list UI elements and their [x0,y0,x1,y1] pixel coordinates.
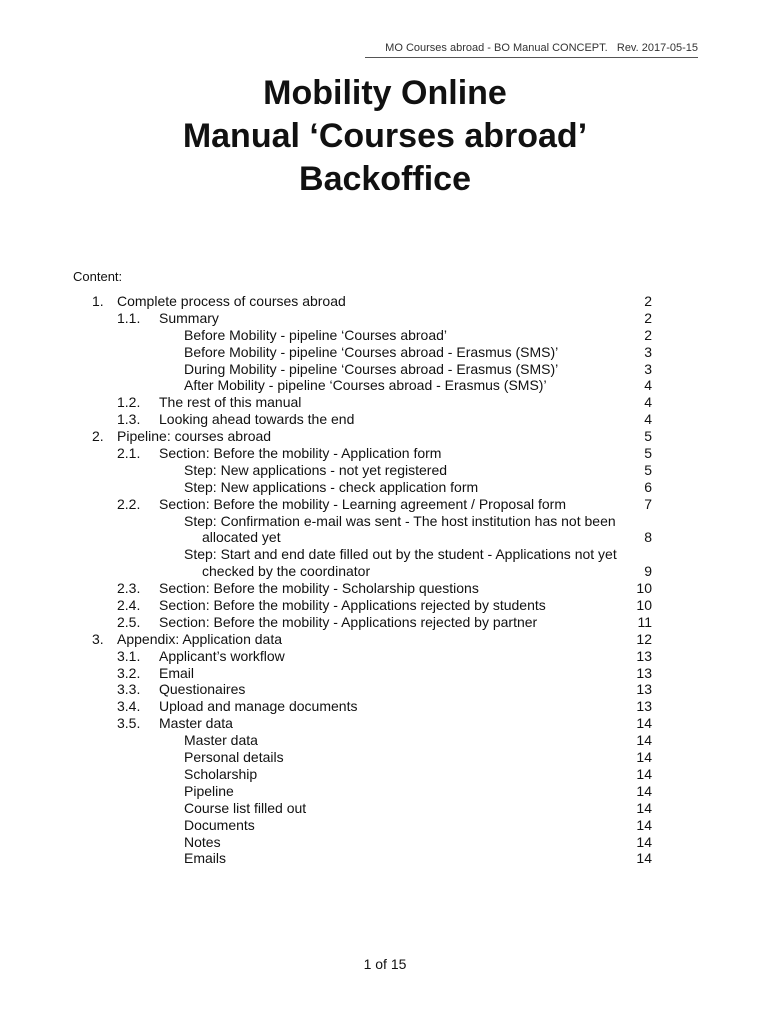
toc-entry[interactable] [0,631,770,648]
toc-entry-title: Applicant’s workflow [159,647,285,664]
toc-entry-number: 3.2. [117,664,141,681]
toc-entry-title: The rest of this manual [159,394,302,411]
content-label: Content: [73,269,123,284]
toc-entry-title: Before Mobility - pipeline ‘Courses abroad’ [184,326,448,343]
toc-entry-page: 3 [644,343,652,360]
toc-entry-title: Email [159,664,195,681]
toc-entry[interactable] [0,580,770,597]
toc-entry[interactable] [0,817,770,834]
table-of-contents [0,293,770,867]
toc-entry-title: After Mobility - pipeline ‘Courses abroad - Erasmus (SMS)’ [184,377,547,394]
toc-entry-page: 13 [636,698,652,715]
toc-entry-title: Section: Before the mobility - Application form [159,445,442,462]
toc-entry-number: 1. [92,293,104,309]
toc-entry-title: Master data [159,715,233,732]
toc-entry-title: Appendix: Application data [117,630,283,647]
toc-entry[interactable] [0,394,770,411]
toc-entry-page: 2 [644,293,652,309]
toc-entry[interactable] [0,377,770,394]
toc-entry-title: Master data [184,732,258,749]
toc-entry-page: 14 [636,799,652,816]
toc-entry-page: 11 [637,613,652,630]
toc-entry-title: Section: Before the mobility - Scholarship questions [159,580,479,597]
toc-entry-number: 3.1. [117,647,141,664]
toc-entry-page: 13 [636,647,652,664]
toc-entry[interactable] [0,563,770,580]
toc-entry-title: Section: Before the mobility - Applications rejected by partner [159,613,538,630]
toc-entry-title: Complete process of courses abroad [117,293,346,309]
toc-entry[interactable] [0,614,770,631]
toc-entry-number: 1.3. [117,411,141,428]
toc-entry-number: 1.1. [117,309,141,326]
toc-entry-title: Notes [184,833,221,850]
toc-entry-page: 10 [636,597,652,614]
document-title [0,72,770,201]
toc-entry-number: 2.2. [117,495,141,512]
toc-entry-title: Summary [159,309,219,326]
toc-entry-page: 14 [636,816,652,833]
toc-entry-page: 14 [636,833,652,850]
toc-entry[interactable] [0,496,770,513]
toc-entry[interactable] [0,513,770,530]
header-revision: Rev. 2017-05-15 [616,42,698,54]
toc-entry-title: Step: New applications - not yet registered [184,461,448,478]
toc-entry[interactable] [0,428,770,445]
toc-entry-title: allocated yet [202,529,281,546]
header-doc-name: MO Courses abroad - BO Manual CONCEPT. [385,42,608,54]
toc-entry[interactable] [0,681,770,698]
title-line-2: Manual ‘Courses abroad’ [182,117,588,155]
toc-entry[interactable] [0,834,770,851]
toc-entry[interactable] [0,800,770,817]
toc-entry-title: Questionaires [159,681,246,698]
toc-entry[interactable] [0,732,770,749]
toc-entry-title: Looking ahead towards the end [159,411,355,428]
toc-entry-title: Before Mobility - pipeline ‘Courses abroad - Erasmus (SMS)’ [184,343,559,360]
toc-entry-page: 5 [644,428,652,445]
toc-entry[interactable] [0,293,770,310]
toc-entry-page: 14 [636,850,652,867]
toc-entry-title: Upload and manage documents [159,698,358,715]
toc-entry-number: 3.3. [117,681,141,698]
toc-entry-number: 2.4. [117,597,141,614]
toc-entry-title: Pipeline: courses abroad [117,428,272,445]
toc-entry-page: 14 [636,732,652,749]
toc-entry[interactable] [0,310,770,327]
toc-entry-page: 5 [644,445,652,462]
running-header [365,42,698,58]
toc-entry[interactable] [0,597,770,614]
toc-entry-title: Scholarship [184,765,258,782]
toc-entry-page: 9 [644,563,652,580]
title-line-3: Backoffice [299,160,471,198]
toc-entry-page: 4 [644,394,652,411]
toc-entry-number: 3.4. [117,698,141,715]
toc-entry-title: During Mobility - pipeline ‘Courses abroad - Erasmus (SMS)’ [184,360,559,377]
toc-entry-page: 13 [636,681,652,698]
toc-entry-page: 10 [636,580,652,597]
toc-entry-page: 14 [636,749,652,766]
toc-entry-page: 14 [636,765,652,782]
toc-entry-title: Course list filled out [184,799,307,816]
toc-entry[interactable] [0,344,770,361]
toc-entry-page: 4 [644,411,652,428]
toc-entry[interactable] [0,479,770,496]
toc-entry-title: Step: Start and end date filled out by the student - Applications not yet [184,546,617,563]
toc-entry-number: 2.3. [117,580,141,597]
toc-entry[interactable] [0,327,770,344]
toc-entry-number: 3. [92,630,104,647]
toc-entry-page: 2 [644,326,652,343]
toc-entry[interactable] [0,361,770,378]
title-line-1: Mobility Online [263,74,507,112]
toc-entry[interactable] [0,850,770,867]
toc-entry[interactable] [0,665,770,682]
page-indicator: 1 of 15 [363,956,407,972]
toc-entry-page: 14 [636,782,652,799]
toc-entry-page: 3 [644,360,652,377]
toc-entry-title: Emails [184,850,227,867]
toc-entry[interactable] [0,411,770,428]
toc-entry-page: 13 [636,664,652,681]
toc-entry-title: Pipeline [184,782,234,799]
toc-entry-page: 8 [644,529,652,546]
toc-entry-title: Section: Before the mobility - Learning agreement / Proposal form [159,495,566,512]
toc-entry[interactable] [0,648,770,665]
toc-entry-page: 2 [644,309,652,326]
toc-entry-title: checked by the coordinator [202,563,371,580]
toc-entry-title: Personal details [184,749,284,766]
toc-entry-number: 2. [92,428,104,445]
toc-entry-page: 4 [644,377,652,394]
toc-entry-page: 6 [644,478,652,495]
toc-entry-page: 5 [644,461,652,478]
toc-entry[interactable] [0,783,770,800]
toc-entry-number: 2.1. [117,445,141,462]
toc-entry-title: Section: Before the mobility - Applications rejected by students [159,597,546,614]
toc-entry-title: Step: Confirmation e-mail was sent - The host institution has not been [184,512,616,529]
toc-entry[interactable] [0,766,770,783]
toc-entry-page: 7 [644,495,652,512]
toc-entry[interactable] [0,749,770,766]
toc-entry-number: 2.5. [117,613,141,630]
toc-entry-page: 14 [636,715,652,732]
toc-entry-title: Step: New applications - check application form [184,478,479,495]
toc-entry[interactable] [0,445,770,462]
toc-entry-page: 12 [636,630,652,647]
toc-entry[interactable] [0,546,770,563]
toc-entry[interactable] [0,698,770,715]
toc-entry-title: Documents [184,816,255,833]
toc-entry[interactable] [0,462,770,479]
toc-entry-number: 1.2. [117,394,141,411]
toc-entry[interactable] [0,715,770,732]
toc-entry-number: 3.5. [117,715,141,732]
toc-entry[interactable] [0,529,770,546]
